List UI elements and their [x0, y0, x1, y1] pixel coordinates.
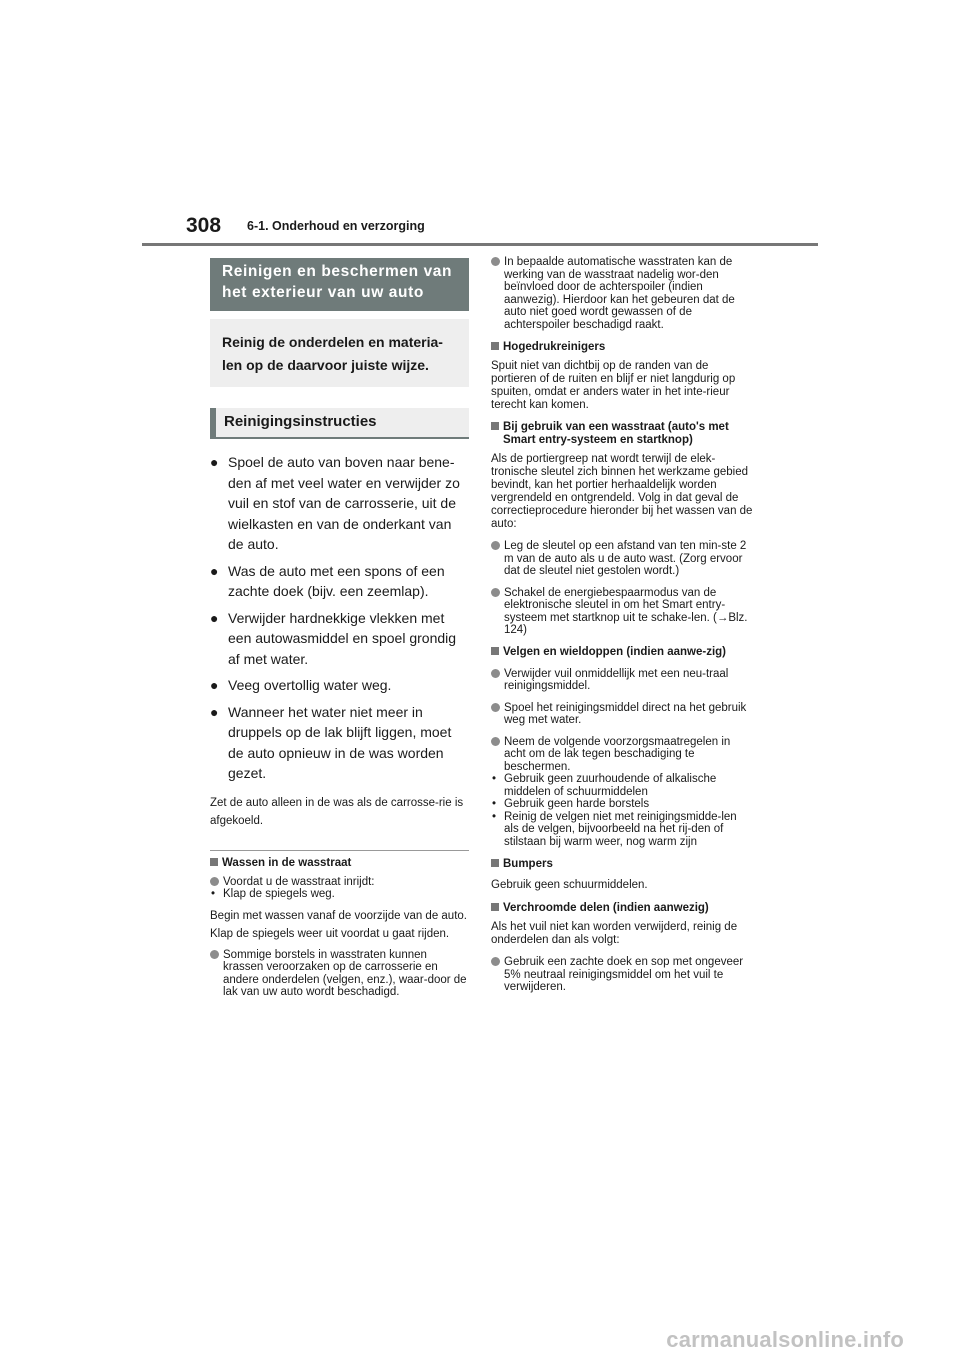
bullet-icon: ●: [210, 454, 219, 470]
circle-bullet-icon: [210, 950, 219, 959]
left-column: [210, 258, 469, 999]
square-bullet-icon: [491, 859, 499, 867]
chrome-heading: Verchroomde delen (indien aanwezig): [491, 902, 753, 915]
car-wash-heading: Wassen in de wasstraat: [210, 857, 469, 870]
subsection-heading: Reinigingsinstructies: [210, 408, 469, 439]
smart-entry-item: Leg de sleutel op een afstand van ten min-ste 2 m van de auto als u de auto wast. (Zorg ervoor dat de sleutel niet gestolen wordt.): [491, 540, 753, 578]
cooling-note: Zet de auto alleen in de was als de carrosse-rie is afgekoeld.: [210, 796, 464, 827]
car-wash-subitems: [210, 888, 469, 901]
list-item: • Reinig de velgen niet met reinigingsmidde-len als de velgen, bijvoorbeeld na het rij-den of stilstaan bij warm weer, nog warm zijn: [492, 810, 737, 848]
circle-bullet-icon: [491, 588, 500, 597]
cleaning-steps: [210, 452, 469, 784]
watermark: carmanualsonline.info: [666, 1327, 904, 1352]
square-bullet-icon: [491, 903, 499, 911]
spoiler-item: In bepaalde automatische wasstraten kan de werking van de wasstraat nadelig wor-den beïnvloed door de achterspoiler (indien aanwezig). Hierdoor kan het gebeuren dat de auto niet goed wordt gewassen of de achterspoiler beschadigd raakt.: [491, 256, 753, 331]
bullet-icon: ●: [210, 677, 219, 693]
smart-entry-item: Schakel de energiebespaarmodus van de elektronische sleutel in om het Smart entry-systeem met startknop uit te schake-len. (→Blz. 124): [491, 587, 753, 637]
square-bullet-icon: [491, 422, 499, 430]
chrome-paragraph: Als het vuil niet kan worden verwijderd, reinig de onderdelen dan als volgt:: [491, 921, 738, 946]
wheels-precautions: [491, 773, 753, 848]
bumpers-heading: Bumpers: [491, 858, 753, 871]
car-wash-paragraph: Begin met wassen vanaf de voorzijde van de auto. Klap de spiegels weer uit voordat u gaat rijden.: [210, 909, 467, 940]
header-rule: [142, 243, 818, 246]
cleaning-step: ● Spoel de auto van boven naar bene-den af met veel water en verwijder zo vuil en stof van de carrosserie, uit de wielkasten en van de onderkant van de auto.: [210, 454, 460, 552]
square-bullet-icon: [491, 647, 499, 655]
wheels-item: Neem de volgende voorzorgsmaatregelen in acht om de lak tegen beschadiging te beschermen. • Gebruik geen zuurhoudende of alkalische middelen of schuurmiddelen • Gebruik geen harde borstels • Reinig de velgen niet met reinigingsmidde-len als de velgen, bijvoorbeeld na het rij-den of stilstaan bij warm weer, nog warm zijn: [491, 736, 753, 849]
bullet-icon: ●: [210, 609, 219, 626]
chrome-item: Gebruik een zachte doek en sop met ongeveer 5% neutraal reinigingsmiddel om het vuil te verwijderen.: [491, 956, 753, 994]
section-reference: 6-1. Onderhoud en verzorging: [247, 219, 425, 233]
bullet-icon: ●: [210, 703, 219, 720]
list-item: • Gebruik geen zuurhoudende of alkalische middelen of schuurmiddelen: [492, 773, 717, 798]
right-column: [491, 256, 753, 994]
wheels-item: Verwijder vuil onmiddellijk met een neu-traal reinigingsmiddel.: [491, 668, 753, 693]
cleaning-step: ● Verwijder hardnekkige vlekken met een autowasmiddel en spoel grondig af met water.: [210, 609, 457, 667]
cleaning-step: ● Veeg overtollig water weg.: [210, 675, 469, 696]
circle-bullet-icon: [491, 957, 500, 966]
intro-box: Reinig de onderdelen en materia-len op de daarvoor juiste wijze.: [210, 319, 469, 387]
wheels-heading: Velgen en wieldoppen (indien aanwe-zig): [491, 646, 753, 659]
circle-bullet-icon: [491, 257, 500, 266]
cleaning-step: ● Was de auto met een spons of een zachte doek (bijv. een zeemlap).: [210, 562, 445, 599]
circle-bullet-icon: [491, 703, 500, 712]
car-wash-item: Voordat u de wasstraat inrijdt: • Klap de spiegels weg.: [210, 876, 469, 901]
square-bullet-icon: [210, 858, 218, 866]
bullet-icon: ●: [210, 562, 219, 579]
wheels-item: Spoel het reinigingsmiddel direct na het gebruik weg met water.: [491, 702, 753, 727]
list-item: • Klap de spiegels weg.: [211, 888, 335, 900]
smart-entry-paragraph: Als de portiergreep nat wordt terwijl de elek-tronische sleutel zich binnen het werkzame gebied bevindt, kan het portier herhaaldelijk worden vergrendeld en ontgrendeld. Volg in dat geval de correctieprocedure hieronder bij het wassen van de auto:: [491, 453, 753, 530]
bumpers-paragraph: Gebruik geen schuurmiddelen.: [491, 879, 648, 891]
list-item: • Gebruik geen harde borstels: [492, 798, 650, 810]
section-title: Reinigen en beschermen van het exterieur van uw auto: [210, 258, 469, 311]
pressure-washer-heading: Hogedrukreinigers: [491, 341, 753, 354]
circle-bullet-icon: [491, 669, 500, 678]
circle-bullet-icon: [491, 737, 500, 746]
circle-bullet-icon: [491, 541, 500, 550]
divider: [210, 850, 469, 851]
car-wash-item: Sommige borstels in wasstraten kunnen krassen veroorzaken op de carrosserie en andere onderdelen (velgen, enz.), waar-door de lak van uw auto wordt beschadigd.: [210, 949, 469, 999]
smart-entry-heading: Bij gebruik van een wasstraat (auto's met Smart entry-systeem en startknop): [491, 421, 753, 447]
circle-bullet-icon: [210, 877, 219, 886]
pressure-washer-paragraph: Spuit niet van dichtbij op de randen van de portieren of de ruiten en blijf er niet langdurig op spuiten, omdat er anders water in het inte-rieur terecht kan komen.: [491, 360, 736, 411]
square-bullet-icon: [491, 342, 499, 350]
page-number: 308: [186, 214, 222, 237]
cleaning-step: ● Wanneer het water niet meer in druppels op de lak blijft liggen, moet de auto opnieuw in de was worden gezet.: [210, 703, 452, 781]
